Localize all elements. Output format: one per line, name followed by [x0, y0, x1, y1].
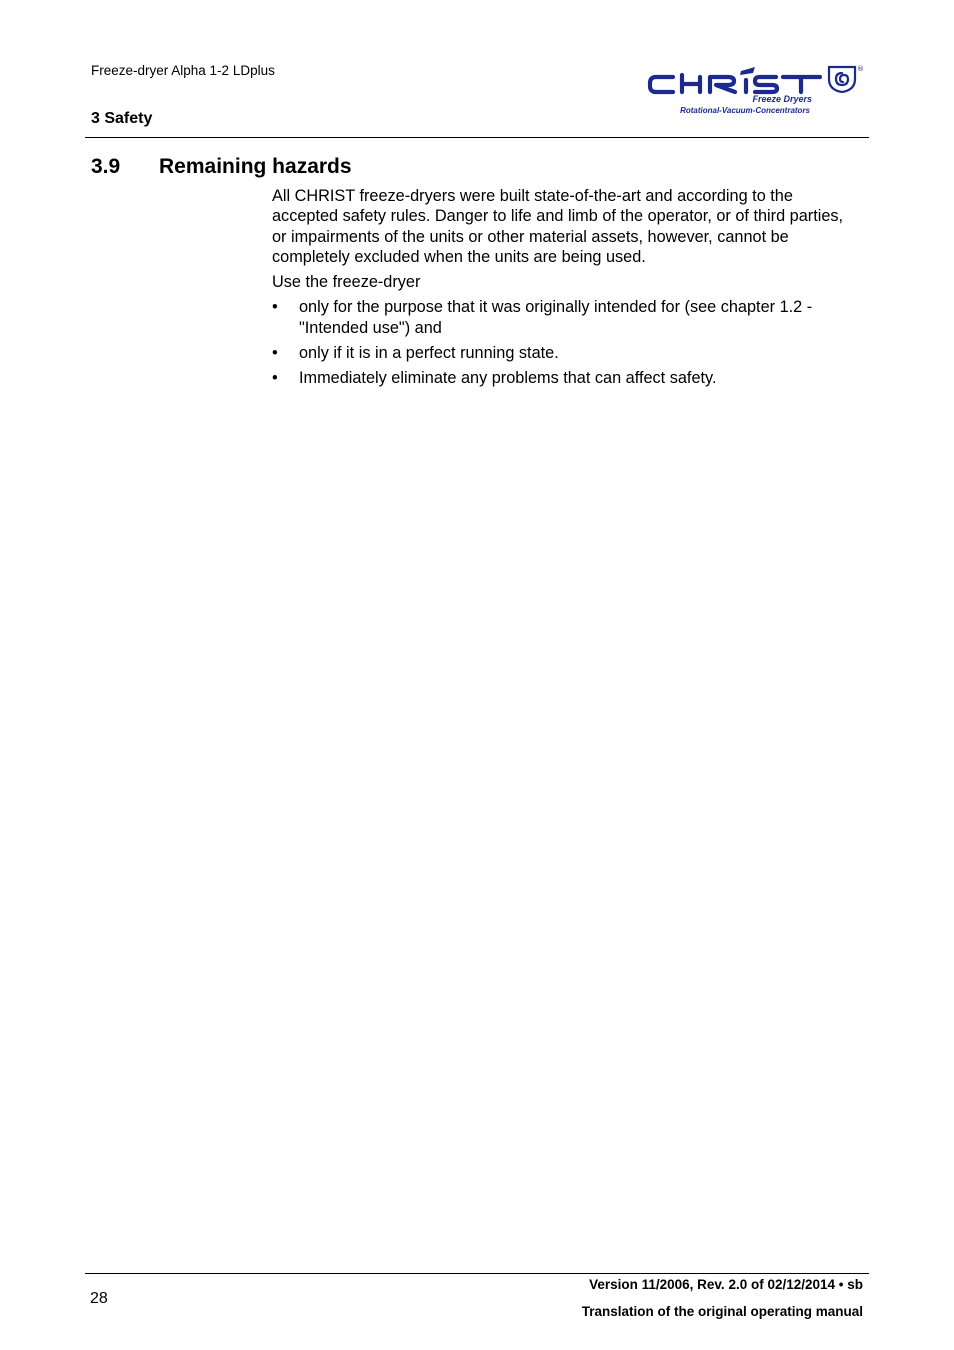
christ-logo: [640, 62, 866, 118]
document-title: Freeze-dryer Alpha 1-2 LDplus: [91, 63, 275, 78]
list-item: [272, 368, 862, 388]
chapter-title: 3 Safety: [91, 110, 153, 127]
bullet-icon: •: [272, 369, 278, 388]
logo-tagline-freeze-dryers: Freeze Dryers: [752, 94, 812, 104]
section-number: 3.9: [91, 155, 121, 178]
logo-tagline-rvc: Rotational-Vacuum-Concentrators: [680, 106, 810, 115]
bullet-icon: •: [272, 298, 278, 317]
header-divider: [85, 137, 869, 138]
list-item: [272, 343, 862, 363]
registered-mark: ®: [857, 65, 864, 73]
christ-shield-logo-icon: [827, 65, 857, 93]
list-item: [272, 297, 862, 338]
page-number: 28: [90, 1290, 108, 1307]
list-item-text: only for the purpose that it was originally intended for (see chapter 1.2 - "Intended use") and: [299, 298, 813, 337]
christ-wordmark-icon: [644, 64, 822, 98]
list-item-text: only if it is in a perfect running state.: [299, 344, 559, 363]
usage-conditions-list: [272, 297, 862, 388]
intro-paragraph: All CHRIST freeze-dryers were built state-of-the-art and according to the accepted safety rules. Danger to life and limb of the operator, or of third parties, or impairments of the units or other material assets, however, cannot be completely excluded when the units are being used.: [272, 187, 844, 266]
section-body: [272, 186, 862, 394]
bullet-icon: •: [272, 344, 278, 363]
footer-divider: [85, 1273, 869, 1274]
list-item-text: Immediately eliminate any problems that can affect safety.: [299, 369, 717, 388]
section-title: Remaining hazards: [159, 155, 352, 178]
version-info: Version 11/2006, Rev. 2.0 of 02/12/2014 • sb: [589, 1277, 863, 1292]
usage-lead-in: Use the freeze-dryer: [272, 273, 421, 292]
translation-note: Translation of the original operating manual: [581, 1304, 863, 1319]
